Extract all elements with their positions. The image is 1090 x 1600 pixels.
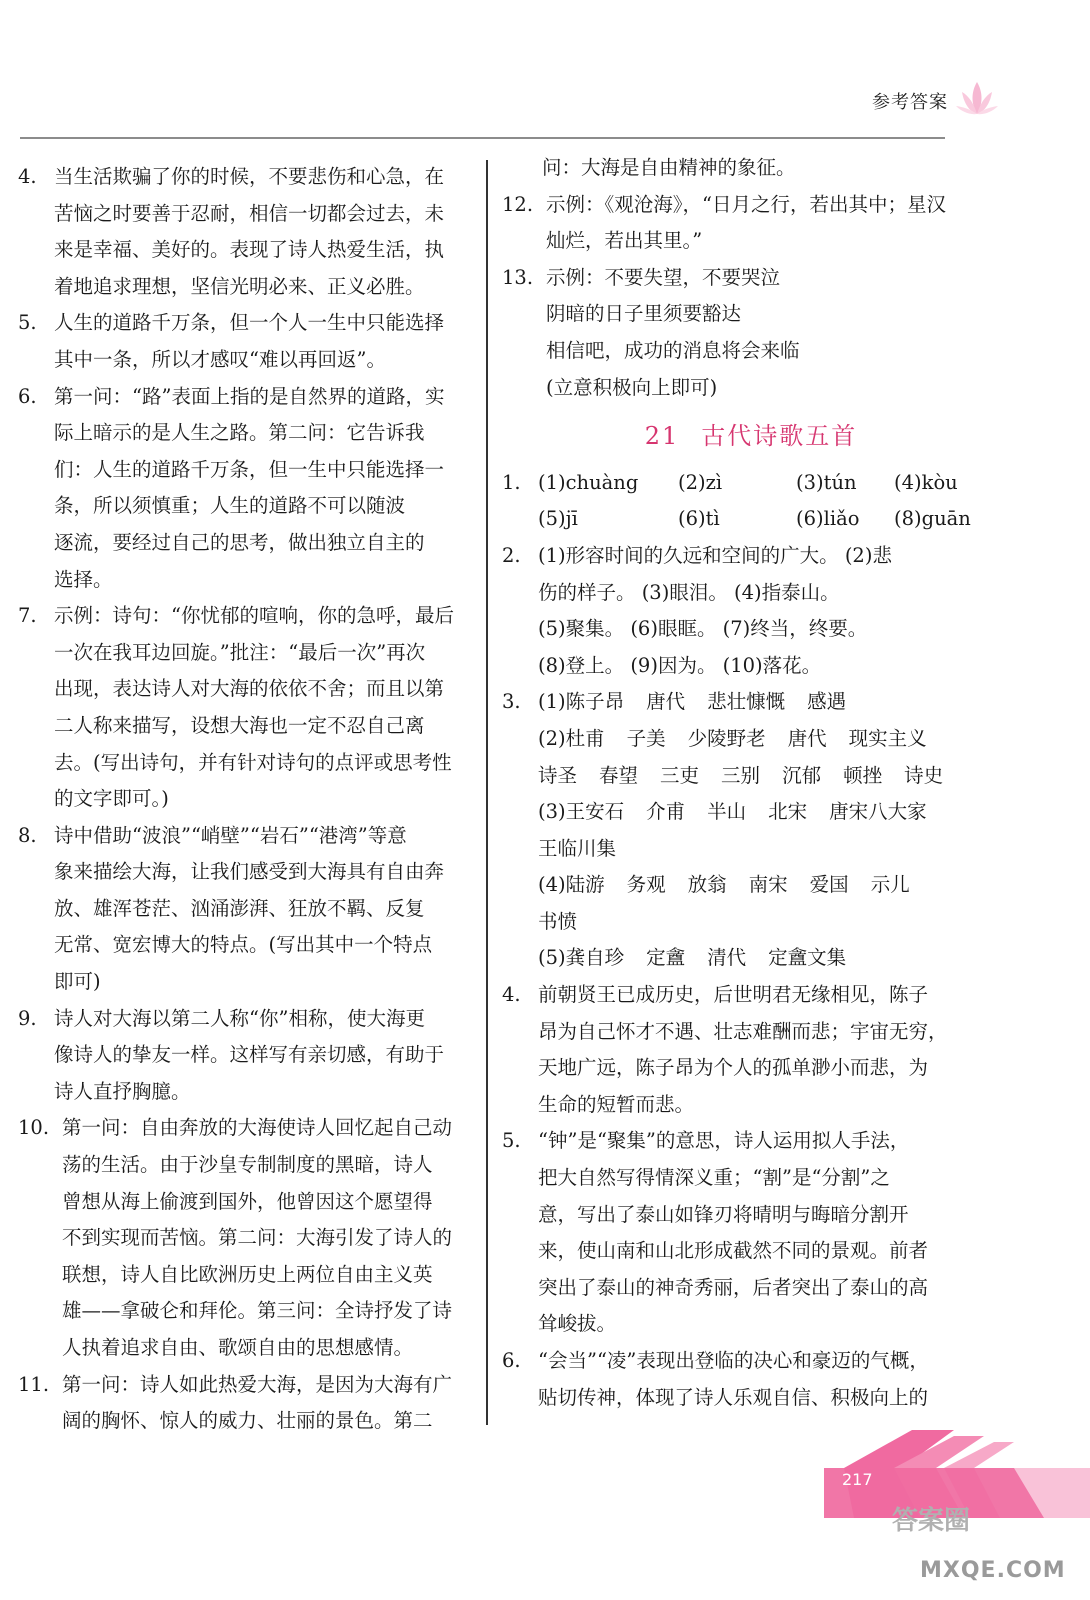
answer-term: (1)陈子昂 <box>538 690 625 714</box>
text-line: 其中一条，所以才感叹“难以再回返”。 <box>54 347 386 371</box>
question-number: 5. <box>18 311 37 335</box>
text-line: 联想，诗人自比欧洲历史上两位自由主义英 <box>62 1262 433 1286</box>
answer-item <box>502 1343 980 1416</box>
question-number: 11. <box>18 1372 50 1396</box>
answer-item <box>18 305 480 378</box>
answer-item <box>18 1110 480 1366</box>
question-number: 10. <box>18 1116 50 1140</box>
answer-item <box>18 818 480 1001</box>
lotus-icon <box>954 76 1000 120</box>
answer-term: 悲壮慷慨 <box>707 690 786 714</box>
text-line: 示例：不要失望，不要哭泣 <box>546 265 781 289</box>
section-title <box>502 418 980 455</box>
text-line: 诗人直抒胸臆。 <box>54 1079 191 1103</box>
page-number: 217 <box>842 1470 873 1489</box>
text-line: 耸峻拔。 <box>538 1312 617 1336</box>
answer-term: (3)王安石 <box>538 800 625 824</box>
question-number: 2. <box>502 543 521 567</box>
text-line: “会当”“凌”表现出登临的决心和豪迈的气概， <box>538 1349 929 1372</box>
text-line: (立意积极向上即可) <box>546 375 718 399</box>
text-line: 二人称来描写，设想大海也一定不忍自己离 <box>54 713 425 737</box>
text-line: 天地广远，陈子昂为个人的孤单渺小而悲，为 <box>538 1056 929 1080</box>
text-line: 选择。 <box>54 567 113 591</box>
text-line: 条，所以须慎重；人生的道路不可以随波 <box>54 494 406 518</box>
pinyin-answer: (6)liǎo <box>796 507 860 531</box>
section-number: 21 <box>644 422 680 451</box>
column-divider <box>486 160 488 1425</box>
watermark-logo: 答案圈 <box>892 1506 971 1536</box>
answer-term: 子美 <box>626 726 666 750</box>
text-line: 第一问：“路”表面上指的是自然界的道路，实 <box>54 384 445 408</box>
answer-item <box>502 977 980 1123</box>
answer-item <box>18 1001 480 1111</box>
answer-term: 现实主义 <box>848 726 927 750</box>
text-line: 当生活欺骗了你的时候，不要悲伤和心急，在 <box>54 165 445 188</box>
question-number: 13. <box>502 265 534 289</box>
answer-text <box>54 379 480 599</box>
text-line: 际上暗示的是人生之路。第二问：它告诉我 <box>54 421 425 445</box>
answer-text <box>546 260 980 406</box>
text-line <box>538 794 980 831</box>
text-line <box>538 940 980 977</box>
answer-item <box>18 379 480 599</box>
answer-term: 唐代 <box>787 726 827 750</box>
text-line: 无常、宽宏博大的特点。(写出其中一个特点 <box>54 933 433 957</box>
pinyin-answer: (6)tì <box>678 507 720 531</box>
text-line <box>538 904 980 941</box>
answer-term: 北宋 <box>768 800 808 824</box>
question-number: 9. <box>18 1006 37 1030</box>
answer-text <box>546 187 980 260</box>
text-line: 示例：诗句：“你忧郁的喧响，你的急呼，最后 <box>54 604 454 628</box>
text-line <box>538 721 980 758</box>
answer-text <box>54 1001 480 1111</box>
answer-term: 定盦文集 <box>768 946 847 970</box>
question-number: 8. <box>18 823 37 847</box>
answer-term: 南宋 <box>748 873 788 897</box>
pinyin-answer: (4)kòu <box>894 470 958 494</box>
text-line: 不到实现而苦恼。第二问：大海引发了诗人的 <box>62 1226 453 1250</box>
answer-text <box>62 1110 480 1366</box>
answer-term: 定盦 <box>646 946 686 970</box>
answer-term: 唐宋八大家 <box>829 800 927 824</box>
answer-term: 介甫 <box>646 800 686 824</box>
text-line: 意，写出了泰山如锋刃将晴明与晦暗分割开 <box>538 1202 909 1226</box>
watermark: MXQE.COM <box>920 1558 1066 1583</box>
question-2 <box>502 538 980 684</box>
text-line <box>538 758 980 795</box>
answer-item <box>502 1123 980 1343</box>
text-line: 贴切传神，体现了诗人乐观自信、积极向上的 <box>538 1385 929 1409</box>
question-number: 4. <box>502 983 521 1007</box>
text-line: 诗人对大海以第二人称“你”相称，使大海更 <box>54 1006 425 1030</box>
answer-term: 务观 <box>626 873 666 897</box>
text-line: 阴暗的日子里须要豁达 <box>546 302 742 326</box>
text-line <box>538 684 980 721</box>
text-line: 生命的短暂而悲。 <box>538 1092 695 1116</box>
answer-term: 三别 <box>721 763 761 787</box>
answer-term: 半山 <box>707 800 747 824</box>
answer-term: 少陵野老 <box>687 726 766 750</box>
text-line: “钟”是“聚集”的意思，诗人运用拟人手法， <box>538 1129 910 1153</box>
pinyin-row-2 <box>538 501 1004 538</box>
text-line: 逐流，要经过自己的思考，做出独立自主的 <box>54 530 425 554</box>
question-number: 5. <box>502 1129 521 1153</box>
answer-term: 王临川集 <box>538 836 617 860</box>
answer-text <box>54 159 480 305</box>
text-line: 人生的道路千万条，但一个人一生中只能选择 <box>54 311 445 335</box>
answer-term: 示儿 <box>870 873 910 897</box>
answer-text <box>54 305 480 378</box>
answer-term: 三吏 <box>660 763 700 787</box>
text-line: 像诗人的挚友一样。这样写有亲切感，有助于 <box>54 1043 445 1067</box>
text-line: 昂为自己怀才不遇、壮志难酬而悲；宇宙无穷， <box>538 1019 948 1043</box>
text-line: 们：人生的道路千万条，但一生中只能选择一 <box>54 457 445 481</box>
question-number: 3. <box>502 690 521 714</box>
answer-term: 沉郁 <box>782 763 822 787</box>
text-line: 苦恼之时要善于忍耐，相信一切都会过去，未 <box>54 201 445 225</box>
left-column <box>18 159 480 1440</box>
answer-text <box>62 1367 480 1440</box>
answer-term: (4)陆游 <box>538 873 605 897</box>
question-number: 4. <box>18 165 37 188</box>
answer-term: 感遇 <box>807 690 847 714</box>
answer-term: 顿挫 <box>843 763 883 787</box>
question-1 <box>502 465 980 538</box>
pinyin-answer: (8)guān <box>894 507 971 531</box>
text-line: 灿烂，若出其里。” <box>546 229 703 253</box>
text-line: 来是幸福、美好的。表现了诗人热爱生活，执 <box>54 238 445 262</box>
answer-item <box>18 159 480 305</box>
pinyin-answer: (1)chuàng <box>538 470 639 494</box>
text-line <box>538 867 980 904</box>
answer-term: 书愤 <box>538 909 578 933</box>
question-3 <box>502 684 980 977</box>
text-line: 荡的生活。由于沙皇专制制度的黑暗，诗人 <box>62 1153 433 1177</box>
text-line: 来，使山南和山北形成截然不同的景观。前者 <box>538 1239 929 1263</box>
answer-item <box>502 187 980 260</box>
answer-term: 诗圣 <box>538 763 578 787</box>
text-line: 象来描绘大海，让我们感受到大海具有自由奔 <box>54 860 445 884</box>
question-number: 7. <box>18 604 37 628</box>
section-title-text: 古代诗歌五首 <box>701 422 858 451</box>
answer-term: 诗史 <box>904 763 944 787</box>
answer-term: (2)杜甫 <box>538 726 605 750</box>
answer-term: 爱国 <box>809 873 849 897</box>
text-line: (1)形容时间的久远和空间的广大。 (2)悲 <box>538 543 892 567</box>
pinyin-answer: (3)tún <box>796 470 857 494</box>
question-number: 6. <box>18 384 37 408</box>
text-line: 曾想从海上偷渡到国外，他曾因这个愿望得 <box>62 1189 433 1213</box>
text-line: 相信吧，成功的消息将会来临 <box>546 338 800 362</box>
right-column <box>502 150 980 1416</box>
text-line: 阔的胸怀、惊人的威力、壮丽的景色。第二 <box>62 1409 433 1433</box>
question-number: 12. <box>502 192 534 216</box>
text-line: 雄——拿破仑和拜伦。第三问：全诗抒发了诗 <box>62 1299 453 1323</box>
header-label: 参考答案 <box>872 92 948 113</box>
text-line: 的文字即可。) <box>54 787 169 811</box>
text-line: 第一问：诗人如此热爱大海，是因为大海有广 <box>62 1372 453 1396</box>
text-line: 去。(写出诗句，并有针对诗句的点评或思考性 <box>54 750 452 774</box>
answer-text <box>54 818 480 1001</box>
text-line: 着地追求理想，坚信光明必来、正义必胜。 <box>54 274 425 298</box>
text-line: (8)登上。 (9)因为。 (10)落花。 <box>538 653 822 677</box>
text-line: 即可) <box>54 970 101 994</box>
question-number: 1. <box>502 470 521 494</box>
text-line: 突出了泰山的神奇秀丽，后者突出了泰山的高 <box>538 1275 929 1299</box>
answer-term: 春望 <box>599 763 639 787</box>
text-line: 人执着追求自由、歌颂自由的思想感情。 <box>62 1336 414 1359</box>
text-line: 放、雄浑苍茫、汹涌澎湃、狂放不羁、反复 <box>54 896 425 920</box>
answer-text <box>538 1343 980 1416</box>
text-line: 第一问：自由奔放的大海使诗人回忆起自己动 <box>62 1116 453 1140</box>
answer-item <box>18 598 480 818</box>
text-line <box>538 831 980 868</box>
answer-item <box>18 1367 480 1440</box>
pinyin-answer: (2)zì <box>678 470 723 494</box>
pinyin-answer: (5)jī <box>538 507 578 531</box>
answer-item <box>502 260 980 406</box>
answer-text <box>538 977 980 1123</box>
text-line: 出现，表达诗人对大海的依依不舍；而且以第 <box>54 677 445 701</box>
text-line: 把大自然写得情深义重；“割”是“分割”之 <box>538 1166 890 1190</box>
text-line: 诗中借助“波浪”“峭壁”“岩石”“港湾”等意 <box>54 823 407 847</box>
answer-term: 放翁 <box>687 873 727 897</box>
answer-text <box>54 598 480 818</box>
question-number: 6. <box>502 1349 521 1372</box>
header-rule <box>20 137 945 139</box>
answer-term: 清代 <box>707 946 747 970</box>
answer-term: (5)龚自珍 <box>538 946 625 970</box>
pinyin-row-1 <box>538 465 1004 502</box>
answer-text <box>538 1123 980 1343</box>
text-line: 伤的样子。 (3)眼泪。 (4)指泰山。 <box>538 580 840 604</box>
continued-line: 问：大海是自由精神的象征。 <box>542 156 796 179</box>
text-line: 示例：《观沧海》，“日月之行，若出其中；星汉 <box>546 192 946 216</box>
answer-term: 唐代 <box>646 690 686 714</box>
text-line: (5)聚集。 (6)眼眶。 (7)终当，终要。 <box>538 617 868 641</box>
text-line: 一次在我耳边回旋。”批注：“最后一次”再次 <box>54 640 426 664</box>
text-line: 前朝贤王已成历史，后世明君无缘相见，陈子 <box>538 983 929 1007</box>
